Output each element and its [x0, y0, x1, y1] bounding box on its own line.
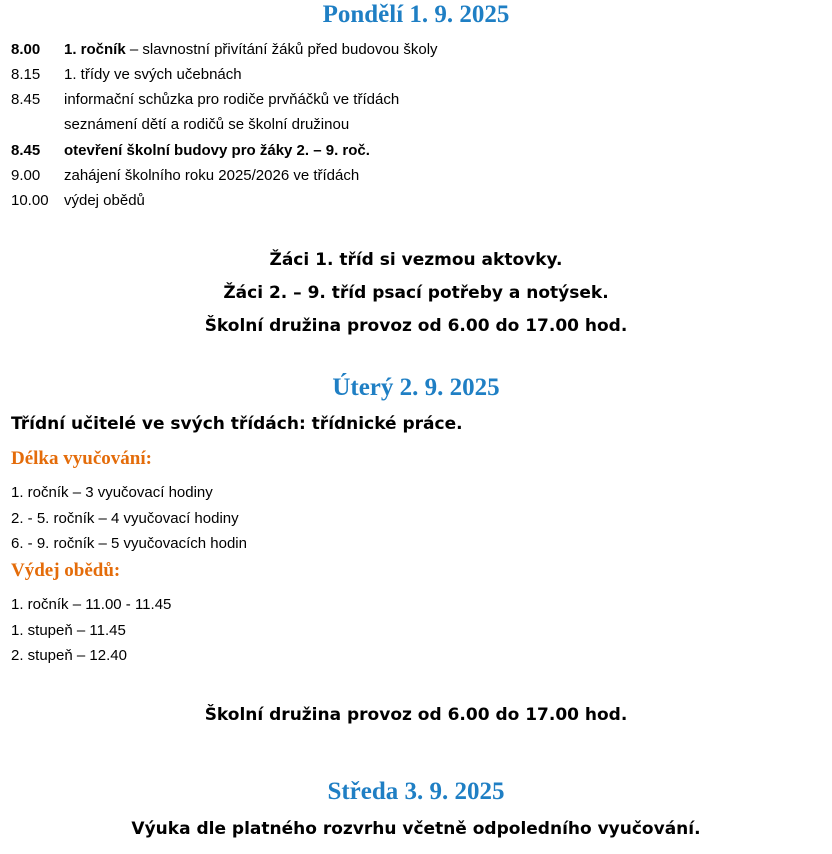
schedule-bold-text: otevření školní budovy pro žáky 2. – 9. roč.	[64, 142, 370, 159]
schedule-row	[11, 163, 359, 188]
schedule-time: 8.15	[11, 66, 41, 83]
schedule-row	[11, 188, 145, 213]
schedule-row	[11, 87, 399, 112]
tuesday-heading: Úterý 2. 9. 2025	[332, 374, 500, 401]
schedule-row	[11, 37, 438, 62]
schedule-text: seznámení dětí a rodičů se školní družinou	[64, 116, 350, 133]
list-item: 2. - 5. ročník – 4 vyučovací hodiny	[11, 510, 239, 527]
schedule-text: výdej obědů	[64, 192, 145, 209]
lunch-heading: Výdej obědů:	[11, 560, 121, 581]
monday-heading: Pondělí 1. 9. 2025	[322, 1, 510, 28]
list-item: 2. stupeň – 12.40	[11, 647, 127, 664]
list-item: 1. stupeň – 11.45	[11, 622, 126, 639]
schedule-text: zahájení školního roku 2025/2026 ve třídách	[64, 167, 360, 184]
schedule-text: informační schůzka pro rodiče prvňáčků ve třídách	[64, 91, 400, 108]
schedule-time: 10.00	[11, 192, 49, 209]
schedule-bold-text: 1. ročník	[64, 41, 126, 58]
monday-note-afterschool: Školní družina provoz od 6.00 do 17.00 hod.	[204, 316, 628, 336]
schedule-text: – slavnostní přivítání žáků před budovou školy	[125, 41, 438, 58]
wednesday-heading: Středa 3. 9. 2025	[327, 778, 505, 805]
wednesday-note: Výuka dle platného rozvrhu včetně odpoledního vyučování.	[131, 819, 701, 839]
schedule-text: 1. třídy ve svých učebnách	[64, 66, 242, 83]
list-item: 1. ročník – 11.00 - 11.45	[11, 596, 172, 613]
schedule-time: 8.45	[11, 142, 41, 159]
list-item: 1. ročník – 3 vyučovací hodiny	[11, 484, 213, 501]
monday-note-supplies: Žáci 2. – 9. tříd psací potřeby a notýsek.	[223, 283, 609, 303]
lesson-length-heading: Délka vyučování:	[11, 448, 152, 469]
schedule-row	[11, 62, 242, 87]
list-item: 6. - 9. ročník – 5 vyučovacích hodin	[11, 535, 247, 552]
tuesday-note-afterschool: Školní družina provoz od 6.00 do 17.00 hod.	[204, 705, 628, 725]
schedule-time: 8.00	[11, 41, 41, 58]
schedule-row	[11, 138, 370, 163]
schedule-time: 9.00	[11, 167, 41, 184]
schedule-time: 8.45	[11, 91, 41, 108]
monday-note-bags: Žáci 1. tříd si vezmou aktovky.	[269, 250, 563, 270]
tuesday-intro: Třídní učitelé ve svých třídách: třídnické práce.	[11, 414, 463, 434]
schedule-row	[11, 112, 349, 137]
